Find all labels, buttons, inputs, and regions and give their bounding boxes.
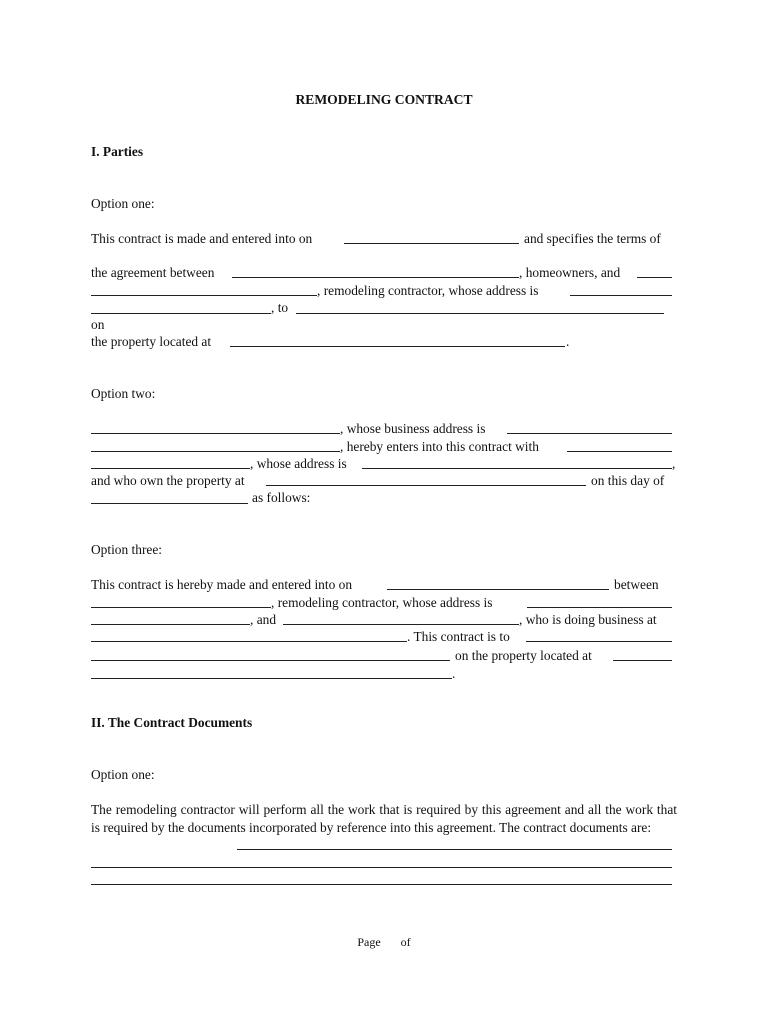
blank-address-field[interactable]: [91, 624, 250, 625]
blank-work-field[interactable]: [296, 313, 664, 314]
option-two-text: , whose address is: [250, 456, 347, 471]
blank-date-field[interactable]: [344, 243, 519, 244]
blank-contractor-field[interactable]: [91, 295, 317, 296]
blank-documents-field[interactable]: [91, 867, 672, 868]
option-one-label: Option one:: [91, 767, 155, 782]
option-two-text: , whose business address is: [340, 421, 486, 436]
blank-homeowners-field[interactable]: [232, 277, 519, 278]
option-one-text: on: [91, 317, 105, 332]
option-three-text: , remodeling contractor, whose address is: [271, 595, 493, 610]
blank-address-field[interactable]: [91, 313, 271, 314]
option-three-text: .: [452, 666, 456, 681]
option-one-text: the agreement between: [91, 265, 215, 280]
option-three-label: Option three:: [91, 542, 163, 557]
blank-business-address-field[interactable]: [91, 641, 407, 642]
document-title: REMODELING CONTRACT: [295, 92, 473, 107]
blank-documents-field[interactable]: [237, 849, 672, 850]
blank-date-field[interactable]: [387, 589, 609, 590]
section-heading-parties: I. Parties: [91, 144, 144, 159]
option-one-text: , homeowners, and: [519, 265, 621, 280]
blank-work-field[interactable]: [91, 660, 450, 661]
blank-work-field[interactable]: [526, 641, 672, 642]
page-footer: [0, 934, 768, 950]
blank-address-field[interactable]: [91, 451, 340, 452]
blank-property-field[interactable]: [613, 660, 672, 661]
blank-homeowners-field[interactable]: [91, 468, 250, 469]
option-two-text: ,: [672, 456, 676, 471]
option-three-text: This contract is hereby made and entered into on: [91, 577, 353, 592]
option-one-text: This contract is made and entered into on: [91, 231, 313, 246]
blank-contractor-field[interactable]: [91, 607, 271, 608]
page-label: Page: [357, 935, 381, 949]
blank-contractor-field[interactable]: [91, 433, 340, 434]
blank-contractor-field[interactable]: [637, 277, 672, 278]
blank-date-field[interactable]: [91, 503, 248, 504]
option-one-text: and specifies the terms of: [524, 231, 661, 246]
option-three-text: on the property located at: [455, 648, 592, 663]
option-two-text: and who own the property at: [91, 473, 245, 488]
blank-property-field[interactable]: [91, 678, 452, 679]
option-one-text: .: [566, 334, 570, 349]
blank-property-field[interactable]: [230, 346, 565, 347]
blank-homeowners-field[interactable]: [567, 451, 672, 452]
option-three-text: , who is doing business at: [519, 612, 657, 627]
blank-address-field[interactable]: [362, 468, 672, 469]
blank-documents-field[interactable]: [91, 884, 672, 885]
option-three-text: . This contract is to: [407, 629, 510, 644]
contract-documents-paragraph: The remodeling contractor will perform all the work that is required by this agreement and all the work that is required by the documents incorporated by reference into this agreement. The contract documents are:: [91, 802, 677, 835]
option-one-label: Option one:: [91, 196, 155, 211]
option-two-label: Option two:: [91, 386, 156, 401]
option-three-text: , and: [250, 612, 277, 627]
option-two-text: , hereby enters into this contract with: [340, 439, 539, 454]
blank-address-field[interactable]: [527, 607, 672, 608]
blank-address-field[interactable]: [570, 295, 672, 296]
of-label: of: [400, 935, 411, 949]
section-heading-contract-documents: II. The Contract Documents: [91, 715, 253, 730]
option-one-text: , to: [271, 300, 289, 315]
option-two-text: on this day of: [591, 473, 665, 488]
option-one-text: , remodeling contractor, whose address is: [317, 283, 539, 298]
option-three-text: between: [614, 577, 659, 592]
option-two-text: as follows:: [252, 490, 311, 505]
blank-property-field[interactable]: [266, 485, 586, 486]
option-one-text: the property located at: [91, 334, 212, 349]
blank-homeowners-field[interactable]: [283, 624, 519, 625]
blank-address-field[interactable]: [507, 433, 672, 434]
